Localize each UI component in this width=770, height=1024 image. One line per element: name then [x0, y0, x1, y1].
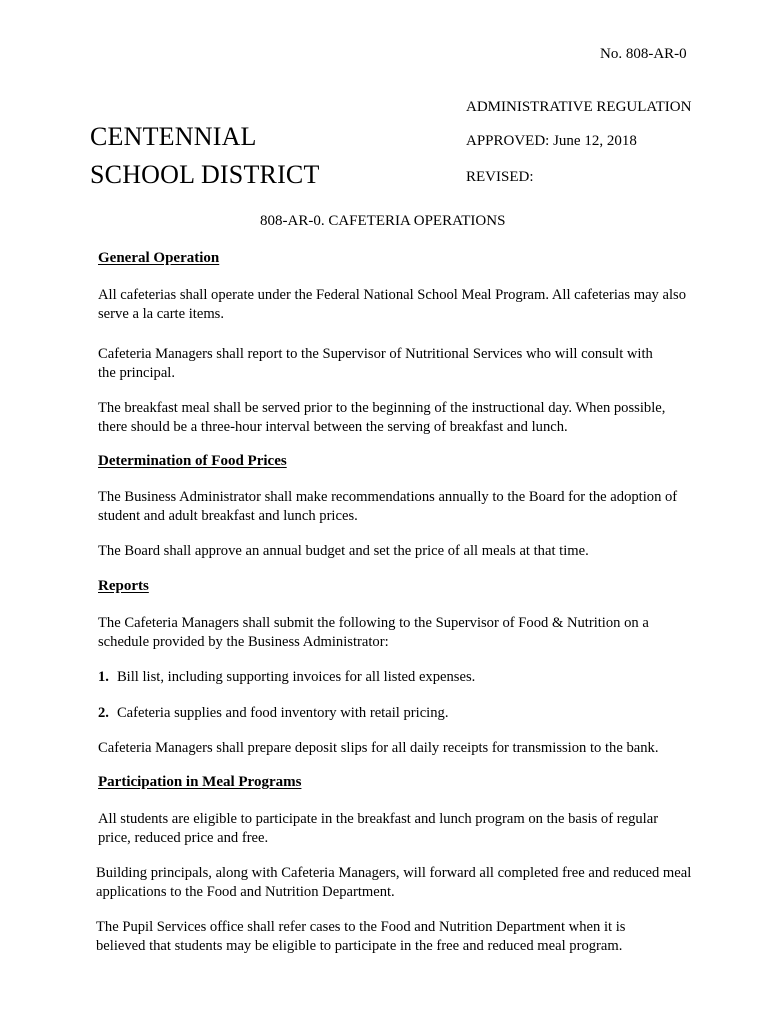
participation-paragraph-2 [96, 864, 691, 902]
paragraph-line: All cafeterias shall operate under the Federal National School Meal Program. All cafeterias may also [98, 287, 686, 303]
participation-paragraph-3 [96, 918, 625, 956]
paragraph-line: The breakfast meal shall be served prior to the beginning of the instructional day. When possible, [98, 400, 666, 416]
document-number: No. 808-AR-0 [600, 46, 687, 62]
regulation-type: ADMINISTRATIVE REGULATION [466, 99, 692, 115]
approved-date: APPROVED: June 12, 2018 [466, 133, 637, 149]
participation-paragraph-1 [98, 810, 658, 848]
section-heading-food-prices: Determination of Food Prices [98, 453, 287, 469]
paragraph-line: schedule provided by the Business Administrator: [98, 634, 389, 650]
paragraph-line: price, reduced price and free. [98, 830, 269, 846]
section-heading-reports: Reports [98, 578, 149, 594]
prices-paragraph-2: The Board shall approve an annual budget and set the price of all meals at that time. [98, 543, 589, 559]
paragraph-line: The Pupil Services office shall refer cases to the Food and Nutrition Department when it is [96, 919, 626, 935]
paragraph-line: applications to the Food and Nutrition Department. [96, 884, 395, 900]
list-item-text: Bill list, including supporting invoices for all listed expenses. [116, 669, 476, 685]
section-heading-participation: Participation in Meal Programs [98, 774, 302, 790]
paragraph-line: Cafeteria Managers shall report to the Supervisor of Nutritional Services who will consult with [98, 346, 653, 362]
paragraph-line: The Cafeteria Managers shall submit the following to the Supervisor of Food & Nutrition on a [98, 615, 649, 631]
paragraph-line: student and adult breakfast and lunch prices. [98, 508, 358, 524]
revised-date: REVISED: [466, 169, 534, 185]
page-title: 808-AR-0. CAFETERIA OPERATIONS [260, 213, 506, 229]
section-heading-general-operation: General Operation [98, 250, 220, 266]
paragraph-line: Building principals, along with Cafeteria Managers, will forward all completed free and reduced meal [96, 865, 692, 881]
paragraph-line: believed that students may be eligible to participate in the free and reduced meal program. [96, 938, 623, 954]
reports-paragraph-1 [98, 614, 649, 652]
list-item-text: Cafeteria supplies and food inventory with retail pricing. [116, 705, 449, 721]
list-item [98, 668, 475, 687]
general-paragraph-2 [98, 345, 653, 383]
district-name-line-2: SCHOOL DISTRICT [90, 160, 320, 189]
paragraph-line: The Business Administrator shall make recommendations annually to the Board for the adoption of [98, 489, 678, 505]
paragraph-line: the principal. [98, 365, 175, 381]
paragraph-line: All students are eligible to participate in the breakfast and lunch program on the basis of regular [98, 811, 659, 827]
list-item-number: 2. [98, 705, 109, 721]
paragraph-line: serve a la carte items. [98, 306, 225, 322]
prices-paragraph-1 [98, 488, 677, 526]
general-paragraph-1 [98, 286, 686, 324]
district-name-line-1: CENTENNIAL [90, 122, 257, 151]
list-item [98, 704, 448, 723]
paragraph-line: there should be a three-hour interval between the serving of breakfast and lunch. [98, 419, 568, 435]
general-paragraph-3 [98, 399, 665, 437]
reports-paragraph-2: Cafeteria Managers shall prepare deposit slips for all daily receipts for transmission to the bank. [98, 740, 659, 756]
list-item-number: 1. [98, 669, 109, 685]
